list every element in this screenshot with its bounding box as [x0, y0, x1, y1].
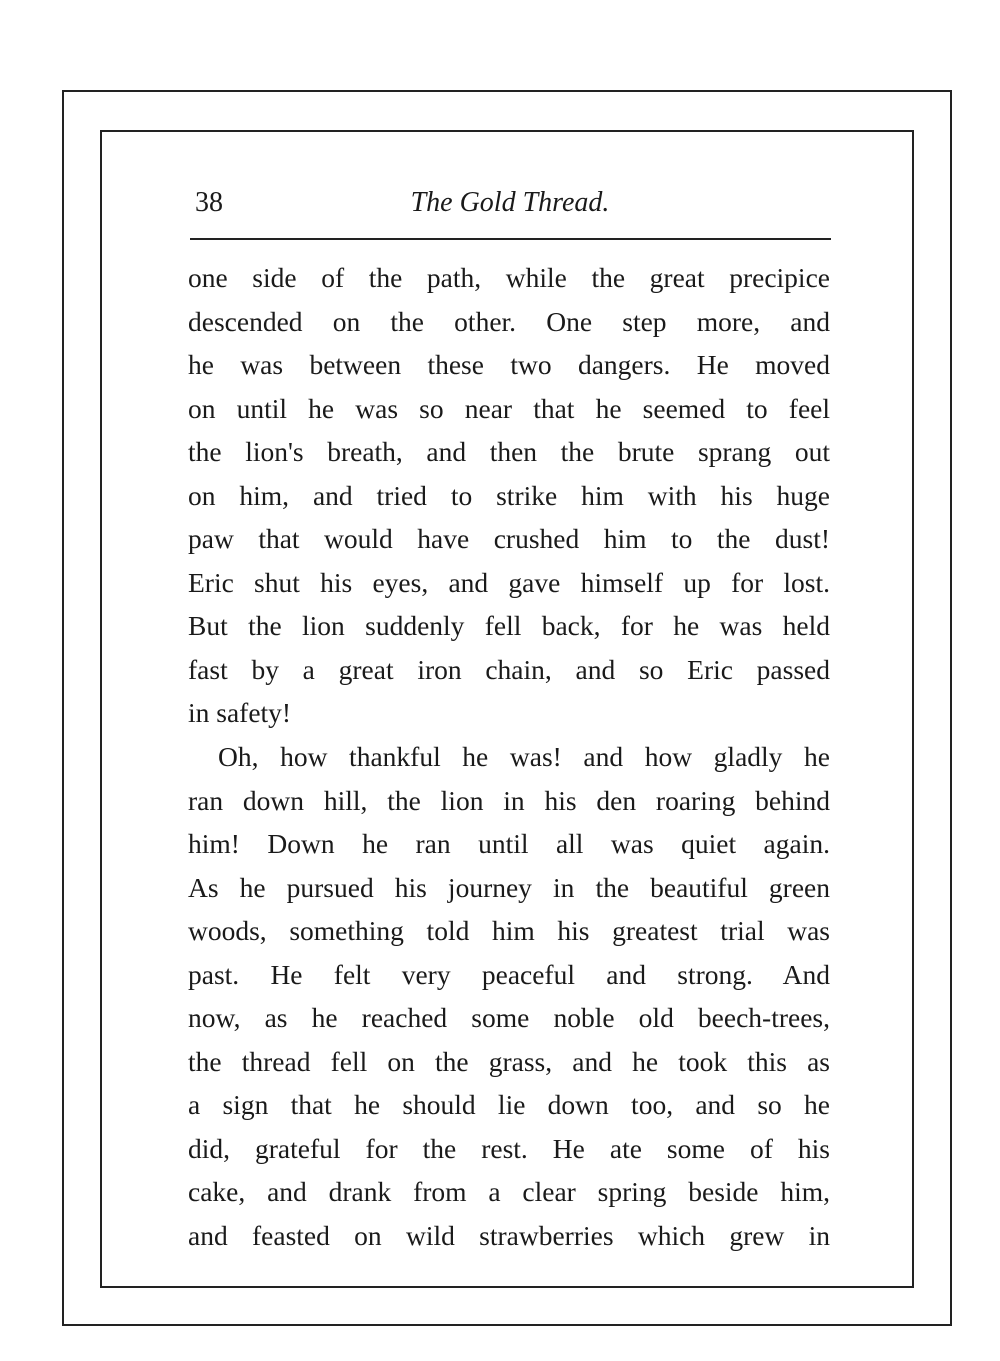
text-line: on until he was so near that he seemed to feel: [188, 392, 830, 424]
page-number: 38: [195, 187, 223, 218]
text-line: descended on the other. One step more, and: [188, 305, 830, 337]
text-line: past. He felt very peaceful and strong. And: [188, 958, 830, 990]
text-line: But the lion suddenly fell back, for he was held: [188, 610, 830, 642]
body-text: [188, 256, 830, 1258]
text-line: a sign that he should lie down too, and so he: [188, 1089, 830, 1121]
text-line: ran down hill, the lion in his den roaring behind: [188, 784, 830, 816]
text-line: Eric shut his eyes, and gave himself up for lost.: [188, 566, 830, 598]
text-line-paragraph-start: Oh, how thankful he was! and how gladly he: [218, 741, 830, 773]
text-line: him! Down he ran until all was quiet again.: [188, 828, 830, 860]
text-line: cake, and drank from a clear spring beside him,: [188, 1176, 830, 1208]
text-line: did, grateful for the rest. He ate some of his: [188, 1132, 830, 1164]
text-line: paw that would have crushed him to the dust!: [188, 523, 830, 555]
text-line: on him, and tried to strike him with his huge: [188, 479, 830, 511]
text-line: woods, something told him his greatest trial was: [188, 915, 830, 947]
text-line: one side of the path, while the great precipice: [188, 262, 830, 293]
text-line: he was between these two dangers. He moved: [188, 349, 830, 381]
header-rule: [190, 238, 831, 240]
text-line: and feasted on wild strawberries which grew in: [188, 1220, 830, 1252]
text-line: now, as he reached some noble old beech-trees,: [188, 1002, 830, 1034]
running-head: [190, 183, 830, 223]
running-title: The Gold Thread.: [410, 187, 610, 218]
text-line: the lion's breath, and then the brute sprang out: [188, 436, 830, 468]
text-line-paragraph-end: in safety!: [188, 697, 292, 729]
text-line: fast by a great iron chain, and so Eric passed: [188, 653, 830, 685]
text-line: As he pursued his journey in the beautiful green: [188, 871, 830, 903]
text-line: the thread fell on the grass, and he took this as: [188, 1045, 830, 1077]
